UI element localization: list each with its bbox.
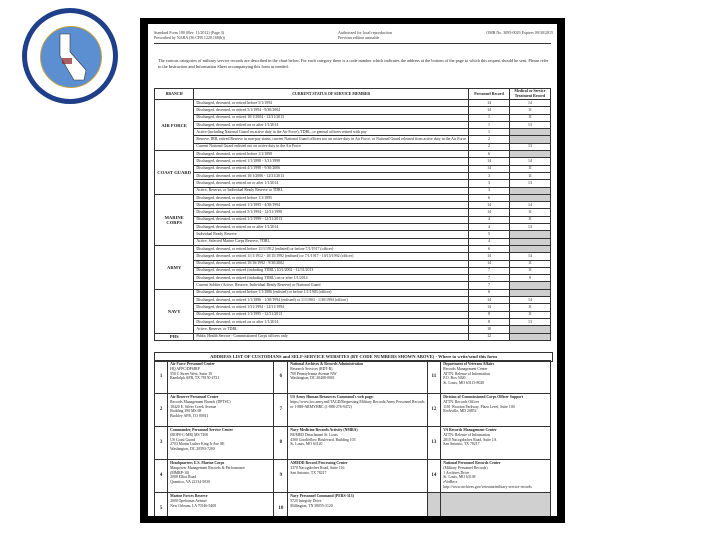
branch-air-force: AIR FORCE — [155, 100, 194, 151]
address-line: St. Louis, MO 63138 — [443, 475, 476, 480]
medical-code — [509, 187, 550, 194]
address-line: Randolph AFB, TX 78150-4721 — [170, 376, 220, 381]
records-chart — [154, 88, 551, 341]
personnel-code: 4 — [469, 216, 510, 223]
status-description: Discharged, deceased, or retired (including TDRL) 10/1/2002 - 12/31/2013 — [194, 267, 469, 274]
medical-code: 14 — [509, 158, 550, 165]
status-description: Discharged, deceased, or retired 1/1/1886 - 1/30/1994 (enlisted) or 1/1/1903 - 1/30/1994 (officer) — [194, 297, 469, 304]
branch-coast-guard: COAST GUARD — [155, 151, 194, 195]
address-list — [154, 360, 551, 516]
medical-code: 14 — [509, 100, 550, 107]
chart-row — [155, 231, 551, 238]
personnel-code: 14 — [469, 158, 510, 165]
address-code: 12 — [427, 394, 441, 427]
status-description: Discharged, deceased, or retired 1/31/1994 - 12/31/1994 — [194, 304, 469, 311]
chart-row — [155, 202, 551, 209]
form-header-middle — [338, 30, 448, 40]
branch-navy: NAVY — [155, 289, 194, 333]
address-list-title: ADDRESS LIST OF CUSTODIANS and SELF-SERVICE WEBSITES (BY CODE NUMBERS SHOWN ABOVE) - Where to write/send this form — [154, 352, 553, 362]
address-line: Department of Veterans Affairs — [443, 362, 495, 366]
chart-row — [155, 209, 551, 216]
address-row — [155, 394, 551, 427]
medical-code: 13 — [509, 121, 550, 128]
personnel-code: 4 — [469, 238, 510, 245]
personnel-code: 14 — [469, 165, 510, 172]
address-block — [441, 427, 551, 460]
status-description: Discharged, deceased, or retired (including TDRL) on or after 1/1/2014 — [194, 275, 469, 282]
medical-code: 11 — [509, 311, 550, 318]
address-line: Division of Commissioned Corps Officer Support — [443, 395, 524, 399]
address-code: 1 — [155, 361, 168, 394]
address-line: eVetRecs — [443, 480, 458, 485]
medical-code — [509, 136, 550, 143]
intro-paragraph: The various categories of military service records are described in the chart below. For each category there is a code number which indicates the address at the bottom of the page to which this request should be sent. Please refer to the Instruction and Information Sheet accompanying this form as needed. — [158, 58, 549, 69]
address-code: 5 — [155, 493, 168, 517]
address-line: Marine Forces Reserve — [170, 494, 208, 498]
address-line: VA Records Management Center — [443, 428, 497, 432]
address-line: Records Management Branch (DPTSC) — [170, 399, 231, 404]
chart-row — [155, 180, 551, 187]
address-line: AMEDD Record Processing Center — [290, 461, 348, 465]
address-line: 2810 Nacogdoches Road, Suite 1A — [443, 437, 497, 442]
medical-code — [509, 129, 550, 136]
chart-row — [155, 311, 551, 318]
address-line: 18420 E. Silver Creek Avenue — [170, 404, 217, 409]
personnel-code: 6 — [469, 289, 510, 296]
branch-army: ARMY — [155, 245, 194, 289]
status-description: Active, Selected Marine Corps Reserve, TDRL — [194, 238, 469, 245]
medical-code: 13 — [509, 224, 550, 231]
medical-code: 11 — [509, 172, 550, 179]
address-code: 7 — [274, 394, 288, 427]
california-state-icon — [22, 8, 118, 104]
address-line: US Coast Guard — [170, 437, 196, 442]
status-description: Discharged, deceased, or retired 1/1/1895 - 4/30/1994 — [194, 202, 469, 209]
medical-code: 14 — [509, 253, 550, 260]
status-description: Discharged, deceased, or retired before 1/1/1895 — [194, 194, 469, 201]
chart-row — [155, 129, 551, 136]
address-line: 700 Pennsylvania Avenue NW — [290, 371, 337, 376]
address-line: Air Reserve Personnel Center — [170, 395, 219, 399]
address-line: Research Services (RDT-R) — [290, 366, 333, 371]
form-edition: Previous edition unusable — [338, 35, 380, 40]
status-description: Active, Reserve, or Individual Ready Reserve or TDRL — [194, 187, 469, 194]
status-description: Discharged, deceased, or retired 11/1/1912 - 10/15/1992 (enlisted) or 7/1/1917 - 10/15/1992 (officer) — [194, 253, 469, 260]
address-block — [168, 427, 274, 460]
address-line: P.O. Box 5020 — [443, 376, 466, 381]
personnel-code: 3 — [469, 180, 510, 187]
address-line: Manpower Management Records & Performance — [170, 465, 245, 470]
chart-body — [155, 100, 551, 341]
chart-row — [155, 107, 551, 114]
branch-marine-corps: MARINE CORPS — [155, 194, 194, 245]
address-block — [168, 361, 274, 394]
personnel-code: 8 — [469, 318, 510, 325]
address-line: ATTN: Release of Information — [443, 371, 490, 376]
status-description: Discharged, deceased, or retired before 1/1/1886 (enlisted) or before 1/1/1903 (officer) — [194, 289, 469, 296]
address-row — [155, 361, 551, 394]
address-line: San Antonio, TX 78217 — [443, 442, 480, 447]
medical-code: 13 — [509, 318, 550, 325]
branch-phs: PHS — [155, 333, 194, 340]
status-description: Discharged, deceased, or retired before 5/1/1994 — [194, 100, 469, 107]
medical-code: 14 — [509, 297, 550, 304]
personnel-code: 2 — [469, 143, 510, 150]
chart-row — [155, 158, 551, 165]
medical-code — [509, 151, 550, 158]
status-description: Discharged, deceased, or retired 4/1/1998 - 9/30/2006 — [194, 165, 469, 172]
chart-row — [155, 194, 551, 201]
personnel-code: 14 — [469, 100, 510, 107]
personnel-code: 5 — [469, 231, 510, 238]
medical-code: 13 — [509, 180, 550, 187]
medical-code — [509, 282, 550, 289]
address-block — [168, 394, 274, 427]
address-line: 550 C Street West, Suite 19 — [170, 371, 212, 376]
form-prescribed: Prescribed by NARA (36 CFR 1228.168(b)) — [154, 35, 225, 40]
medical-code — [509, 245, 550, 252]
address-code: 14 — [427, 460, 441, 493]
address-line: Millington, TN 38055-3120 — [290, 503, 333, 508]
address-line: Records Management Center — [443, 366, 488, 371]
form-header-left — [154, 30, 324, 40]
medical-code: 11 — [509, 107, 550, 114]
chart-row — [155, 151, 551, 158]
personnel-code: 1 — [469, 129, 510, 136]
branch-header: BRANCH — [155, 89, 194, 100]
status-description: Discharged, deceased, or retired 1/1/1995 - 12/31/2013 — [194, 311, 469, 318]
address-block — [288, 427, 427, 460]
status-description: Discharged, deceased, or retired on or after 1/1/2014 — [194, 318, 469, 325]
medical-code: 9 — [509, 275, 550, 282]
address-line[interactable]: https://www.hrc.army.mil/TAGD/Requesting Military Records/Army Personnel Records — [290, 399, 425, 404]
address-row — [155, 460, 551, 493]
address-block — [288, 460, 427, 493]
address-line: (BOPS-C-MR) MS 7200 — [170, 432, 209, 437]
address-line: 2008 Elliot Road — [170, 475, 197, 480]
chart-row — [155, 143, 551, 150]
medical-code — [509, 333, 550, 340]
address-line: Rockville, MD 20852 — [443, 409, 477, 414]
caveso-seal-logo — [22, 8, 118, 104]
address-line: Washington, DC 20408-0001 — [290, 376, 335, 381]
address-code: 3 — [155, 427, 168, 460]
address-line: New Orleans, LA 70146-5400 — [170, 503, 217, 508]
chart-row — [155, 333, 551, 340]
address-line: 1 Archives Drive — [443, 470, 470, 475]
address-line: 4300 Goodfellow Boulevard, Building 103 — [290, 437, 356, 442]
address-code: 9 — [274, 460, 288, 493]
address-code: 4 — [155, 460, 168, 493]
status-description: Discharged, deceased, or retired 10/1/2004 - 12/31/2013 — [194, 114, 469, 121]
address-block — [441, 460, 551, 493]
status-description: Current National Guard enlisted not on active duty in the Air Force — [194, 143, 469, 150]
address-line: Building 390 MS 68 — [170, 409, 202, 414]
chart-row — [155, 238, 551, 245]
medical-code: 14 — [509, 202, 550, 209]
address-line: Headquarters U.S. Marine Corps — [170, 461, 225, 465]
address-block — [168, 493, 274, 517]
address-body — [155, 361, 551, 517]
personnel-code: 7 — [469, 267, 510, 274]
personnel-code: 14 — [469, 209, 510, 216]
address-line: 2703 Martin Luther King Jr Ave SE — [170, 442, 225, 447]
address-block — [288, 493, 427, 517]
medical-code: 11 — [509, 260, 550, 267]
personnel-code: 2 — [469, 136, 510, 143]
personnel-code: 14 — [469, 297, 510, 304]
status-description: Discharged, deceased, or retired before 1/1/1898 — [194, 151, 469, 158]
personnel-code: 6 — [469, 194, 510, 201]
chart-row — [155, 260, 551, 267]
address-line: 5720 Integrity Drive — [290, 498, 322, 503]
address-code: 13 — [427, 427, 441, 460]
address-line: Commander, Personnel Service Center — [170, 428, 234, 432]
medical-code — [509, 238, 550, 245]
address-code: 8 — [274, 427, 288, 460]
personnel-code: 12 — [469, 333, 510, 340]
address-line: St. Louis, MO 63115-8020 — [443, 381, 485, 386]
address-line: San Antonio, TX 78217 — [290, 470, 327, 475]
status-description: Discharged, deceased, or retired 5/1/1994 - 9/30/2004 — [194, 107, 469, 114]
medical-code — [509, 326, 550, 333]
address-block — [288, 394, 427, 427]
personnel-code: 1 — [469, 121, 510, 128]
form-omb: OMB No. 3095-0029 Expires 09/30/2015 — [486, 30, 553, 35]
personnel-code: 14 — [469, 260, 510, 267]
status-description: Current Soldier (Active, Reserve, Individual Ready Reserve) or National Guard — [194, 282, 469, 289]
status-description: Discharged, deceased, or retired 1/1/1898 - 3/31/1998 — [194, 158, 469, 165]
address-line[interactable]: http://www.archives.gov/veterans/military-service-records — [443, 484, 532, 489]
chart-row — [155, 304, 551, 311]
status-description: Discharged, deceased, or retired 10/16/1992 - 9/30/2002 — [194, 260, 469, 267]
address-line: ATTN: Records Officer — [443, 399, 480, 404]
personnel-code: 3 — [469, 172, 510, 179]
personnel-code: 1 — [469, 114, 510, 121]
medical-code: 13 — [509, 143, 550, 150]
address-line: National Personnel Records Center — [443, 461, 501, 465]
chart-row — [155, 121, 551, 128]
address-code: 11 — [427, 361, 441, 394]
medical-code: 11 — [509, 304, 550, 311]
chart-row — [155, 289, 551, 296]
sf180-page — [148, 24, 557, 516]
personnel-code: 6 — [469, 151, 510, 158]
chart-row — [155, 267, 551, 274]
medical-code — [509, 231, 550, 238]
personnel-code: 14 — [469, 202, 510, 209]
address-line: Air Force Personnel Center — [170, 362, 215, 366]
chart-row — [155, 297, 551, 304]
medical-header: Medical or Service Treatment Record — [509, 89, 550, 100]
personnel-code: 10 — [469, 326, 510, 333]
chart-row — [155, 187, 551, 194]
personnel-code: 14 — [469, 304, 510, 311]
personnel-code: 14 — [469, 107, 510, 114]
address-block — [168, 460, 274, 493]
medical-code: 11 — [509, 114, 550, 121]
address-line: Navy Personnel Command (PERS-313) — [290, 494, 354, 498]
chart-row — [155, 282, 551, 289]
medical-code — [509, 289, 550, 296]
address-line: 3370 Nacogdoches Road, Suite 116 — [290, 465, 345, 470]
address-row — [155, 427, 551, 460]
status-description: Discharged, deceased, or retired before 11/1/1912 (enlisted) or before 7/1/1917 (officer) — [194, 245, 469, 252]
chart-header-row — [155, 89, 551, 100]
medical-code: 11 — [509, 165, 550, 172]
chart-row — [155, 172, 551, 179]
status-description: Public Health Service - Commissioned Corps officers only — [194, 333, 469, 340]
personnel-code: 8 — [469, 311, 510, 318]
address-line: National Archives & Records Administration — [290, 362, 364, 366]
address-line: 1101 Wootton Parkway, Plaza Level, Suite 100 — [443, 404, 515, 409]
address-block — [288, 361, 427, 394]
header-rule — [154, 43, 551, 44]
address-line: or 1-888-ARMYHRC (1-888-276-9472) — [290, 404, 352, 409]
address-block — [441, 394, 551, 427]
status-description: Discharged, deceased, or retired 1/1/1999 - 12/31/2013 — [194, 216, 469, 223]
form-number: Standard Form 180 (Rev. 11/2012) (Page 3) — [154, 30, 225, 35]
chart-row — [155, 245, 551, 252]
empty-cell — [427, 493, 441, 517]
address-line: (Military Personnel Records) — [443, 465, 488, 470]
chart-row — [155, 224, 551, 231]
address-line: BUMED Detachment St. Louis — [290, 432, 338, 437]
chart-row — [155, 114, 551, 121]
medical-code: 11 — [509, 209, 550, 216]
address-code: 2 — [155, 394, 168, 427]
personnel-code: 4 — [469, 224, 510, 231]
status-description: Active (including National Guard on active duty in the Air Force), TDRL, or general officers retired with pay — [194, 129, 469, 136]
address-line: Navy Medicine Records Activity (NMRA) — [290, 428, 358, 432]
status-description: Active, Reserve, or TDRL — [194, 326, 469, 333]
status-description: Discharged, deceased, or retired on or after 1/1/2014 — [194, 224, 469, 231]
personnel-code: 7 — [469, 275, 510, 282]
address-line: ATTN: Release of Information — [443, 432, 490, 437]
status-description: Discharged, deceased, or retired on or after 1/1/2014 — [194, 121, 469, 128]
chart-row — [155, 275, 551, 282]
chart-row — [155, 136, 551, 143]
personnel-code: 7 — [469, 282, 510, 289]
form-authorized: Authorized for local reproduction — [338, 30, 392, 35]
personnel-header: Personnel Record — [469, 89, 510, 100]
address-line: (MMRP-10) — [170, 470, 190, 475]
status-description: Reserve, IRR, retired Reserve in non-pay status, current National Guard officers not on active duty in Air Force, or National Guard released from active duty in the Air Force — [194, 136, 469, 143]
address-block — [441, 361, 551, 394]
medical-code: 11 — [509, 216, 550, 223]
empty-cell — [441, 493, 551, 517]
address-line: Buckley AFB, CO 80011 — [170, 414, 209, 419]
address-line: St. Louis, MO 63120 — [290, 442, 323, 447]
personnel-code: 6 — [469, 245, 510, 252]
status-description: Discharged, deceased, or retired 5/1/1994 - 12/31/1998 — [194, 209, 469, 216]
chart-row — [155, 100, 551, 107]
chart-row — [155, 165, 551, 172]
address-line: US Army Human Resources Command's web page: — [290, 395, 374, 399]
status-description: Individual Ready Reserve — [194, 231, 469, 238]
chart-row — [155, 253, 551, 260]
document-frame — [140, 18, 565, 523]
personnel-code: 3 — [469, 187, 510, 194]
chart-row — [155, 216, 551, 223]
status-description: Discharged, deceased, or retired on or after 1/1/2014 — [194, 180, 469, 187]
address-line: Quantico, VA 22134-5030 — [170, 480, 210, 485]
personnel-code: 14 — [469, 253, 510, 260]
chart-row — [155, 318, 551, 325]
form-header-right — [458, 30, 553, 35]
medical-code — [509, 194, 550, 201]
medical-code: 11 — [509, 267, 550, 274]
address-code: 10 — [274, 493, 288, 517]
address-row — [155, 493, 551, 517]
status-header: CURRENT STATUS OF SERVICE MEMBER — [194, 89, 469, 100]
address-line: HQ AFPC/DPSIRP — [170, 366, 200, 371]
chart-row — [155, 326, 551, 333]
address-code: 6 — [274, 361, 288, 394]
status-description: Discharged, deceased, or retired 10/1/2006 - 12/31/2013 — [194, 172, 469, 179]
address-line: Washington, DC 20593-7200 — [170, 447, 215, 452]
address-line: 2000 Opelousas Avenue — [170, 498, 207, 503]
